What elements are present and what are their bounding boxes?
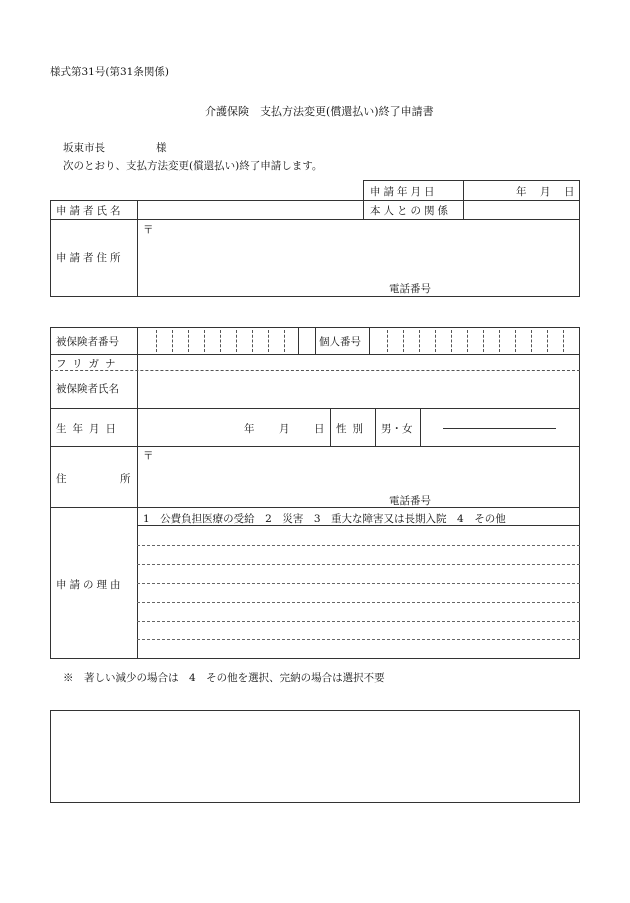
remarks-box[interactable] [50,710,580,803]
date-month-label: 月 [540,186,551,198]
birth-month-label: 月 [279,423,290,435]
insured-number-label: 被保険者番号 [56,336,119,348]
applicant-address-label: 申請者住所 [56,252,124,264]
birth-day-label: 日 [314,423,325,435]
intro-text: 次のとおり、支払方法変更(償還払い)終了申請します。 [63,160,323,172]
application-date-label: 申請年月日 [370,186,438,198]
form-number: 様式第31号(第31条関係) [50,66,169,78]
address-label-2: 所 [120,473,131,485]
reason-options[interactable]: 1 公費負担医療の受給 2 災害 3 重大な障害又は長期入院 4 その他 [143,513,506,525]
applicant-phone-label: 電話番号 [389,283,431,295]
honorific: 様 [156,142,167,154]
sex-value[interactable]: 男・女 [381,423,413,435]
birth-year-label: 年 [244,423,255,435]
personal-number-label: 個人番号 [319,336,361,348]
insured-address-field[interactable] [140,447,576,489]
furigana-label: フリガナ [56,358,122,370]
applicant-address-field[interactable] [140,220,576,276]
birth-date-label: 生年月日 [56,423,122,435]
addressee: 坂東市長 [63,142,105,154]
applicant-name-label: 申請者氏名 [56,205,124,217]
postal-mark: 〒 [143,224,154,236]
relation-label: 本人との関係 [370,205,451,217]
furigana-field[interactable] [140,355,576,369]
form-title: 介護保険 支払方法変更(償還払い)終了申請書 [205,105,434,118]
insured-name-label: 被保険者氏名 [56,383,119,395]
footnote: ※ 著しい減少の場合は 4 その他を選択、完納の場合は選択不要 [63,672,385,684]
date-year-label: 年 [516,186,527,198]
insured-name-field[interactable] [140,372,576,406]
sex-label: 性別 [336,423,369,435]
date-day-label: 日 [564,186,575,198]
relation-field[interactable] [466,201,576,218]
insured-phone-label: 電話番号 [389,495,431,507]
address-label-1: 住 [56,473,67,485]
reason-label: 申請の理由 [56,579,124,591]
applicant-name-field[interactable] [140,201,360,218]
insured-postal-mark: 〒 [143,450,154,462]
